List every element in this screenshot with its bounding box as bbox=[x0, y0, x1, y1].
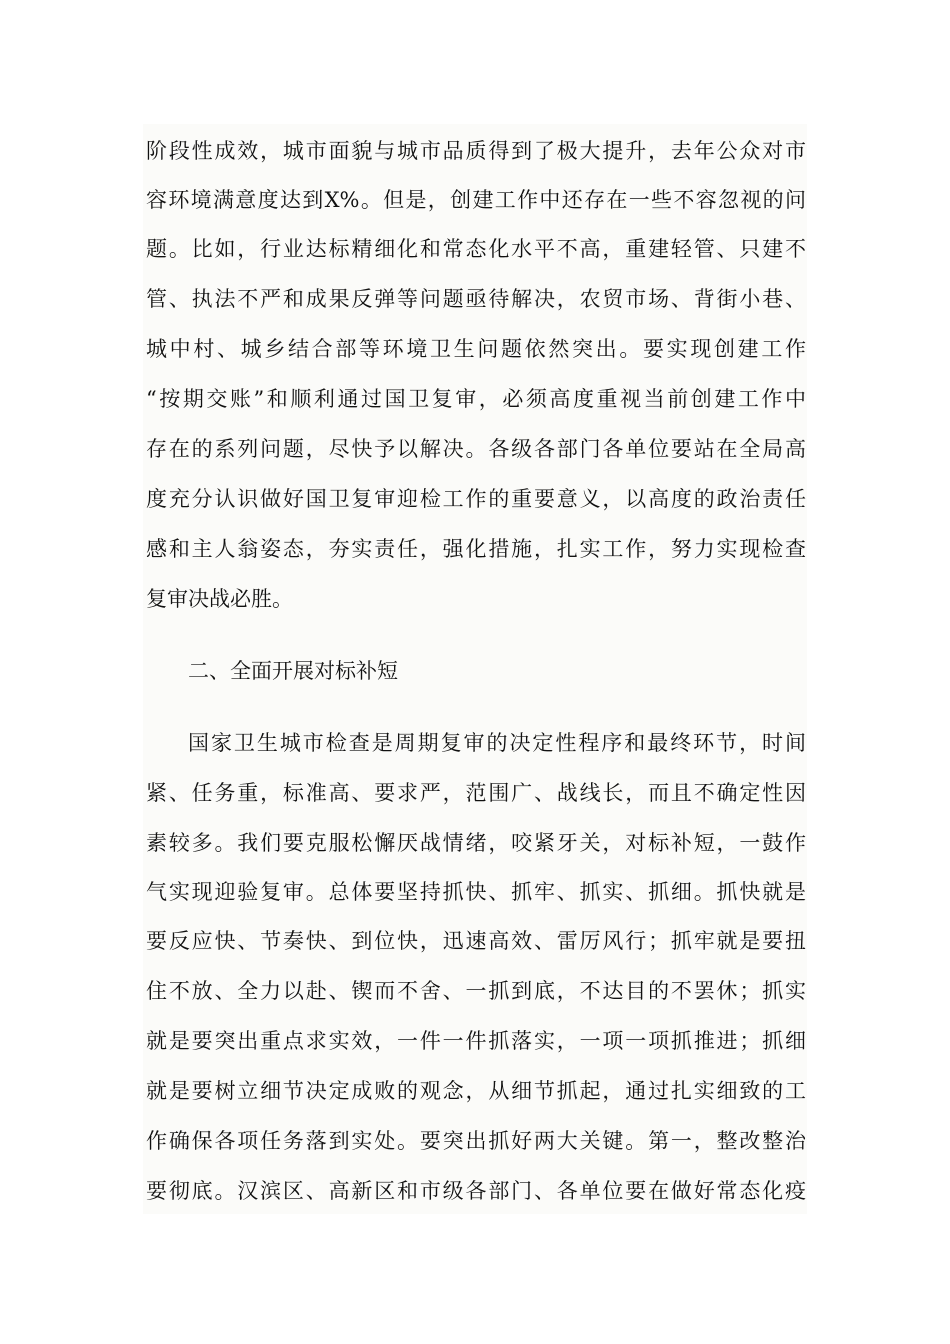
paragraph-2-line: 素较多。我们要克服松懈厌战情绪，咬紧牙关，对标补短，一鼓作 bbox=[146, 831, 806, 855]
paragraph-1-line: 阶段性成效，城市面貌与城市品质得到了极大提升，去年公众对市 bbox=[146, 139, 806, 163]
paragraph-2-line: 国家卫生城市检查是周期复审的决定性程序和最终环节，时间 bbox=[188, 731, 806, 755]
paragraph-2-line: 就是要树立细节决定成败的观念，从细节抓起，通过扎实细致的工 bbox=[146, 1079, 806, 1103]
paragraph-1-line: 复审决战必胜。 bbox=[146, 587, 293, 611]
paragraph-2-line: 作确保各项任务落到实处。要突出抓好两大关键。第一，整改整治 bbox=[146, 1129, 806, 1153]
paragraph-1-line: 题。比如，行业达标精细化和常态化水平不高，重建轻管、只建不 bbox=[146, 237, 806, 261]
section-heading: 二、全面开展对标补短 bbox=[188, 659, 398, 683]
paragraph-1-line: “按期交账”和顺利通过国卫复审，必须高度重视当前创建工作中 bbox=[146, 387, 806, 411]
paragraph-1-line: 感和主人翁姿态，夯实责任，强化措施，扎实工作，努力实现检查 bbox=[146, 537, 806, 561]
paragraph-2-line: 气实现迎验复审。总体要坚持抓快、抓牢、抓实、抓细。抓快就是 bbox=[146, 880, 806, 904]
paragraph-1-line: 存在的系列问题，尽快予以解决。各级各部门各单位要站在全局高 bbox=[146, 437, 806, 461]
paragraph-2-line: 就是要突出重点求实效，一件一件抓落实，一项一项抓推进；抓细 bbox=[146, 1029, 806, 1053]
paragraph-2-line: 紧、任务重，标准高、要求严，范围广、战线长，而且不确定性因 bbox=[146, 781, 806, 805]
paragraph-1-line: 度充分认识做好国卫复审迎检工作的重要意义，以高度的政治责任 bbox=[146, 487, 806, 511]
paragraph-1-line: 容环境满意度达到X%。但是，创建工作中还存在一些不容忽视的问 bbox=[146, 188, 806, 212]
paragraph-2-line: 要反应快、节奏快、到位快，迅速高效、雷厉风行；抓牢就是要扭 bbox=[146, 929, 806, 953]
paragraph-2-line: 要彻底。汉滨区、高新区和市级各部门、各单位要在做好常态化疫 bbox=[146, 1179, 806, 1203]
paragraph-1-line: 管、执法不严和成果反弹等问题亟待解决，农贸市场、背街小巷、 bbox=[146, 287, 806, 311]
paragraph-1-line: 城中村、城乡结合部等环境卫生问题依然突出。要实现创建工作 bbox=[146, 337, 806, 361]
paragraph-2-line: 住不放、全力以赴、锲而不舍、一抓到底，不达目的不罢休；抓实 bbox=[146, 979, 806, 1003]
